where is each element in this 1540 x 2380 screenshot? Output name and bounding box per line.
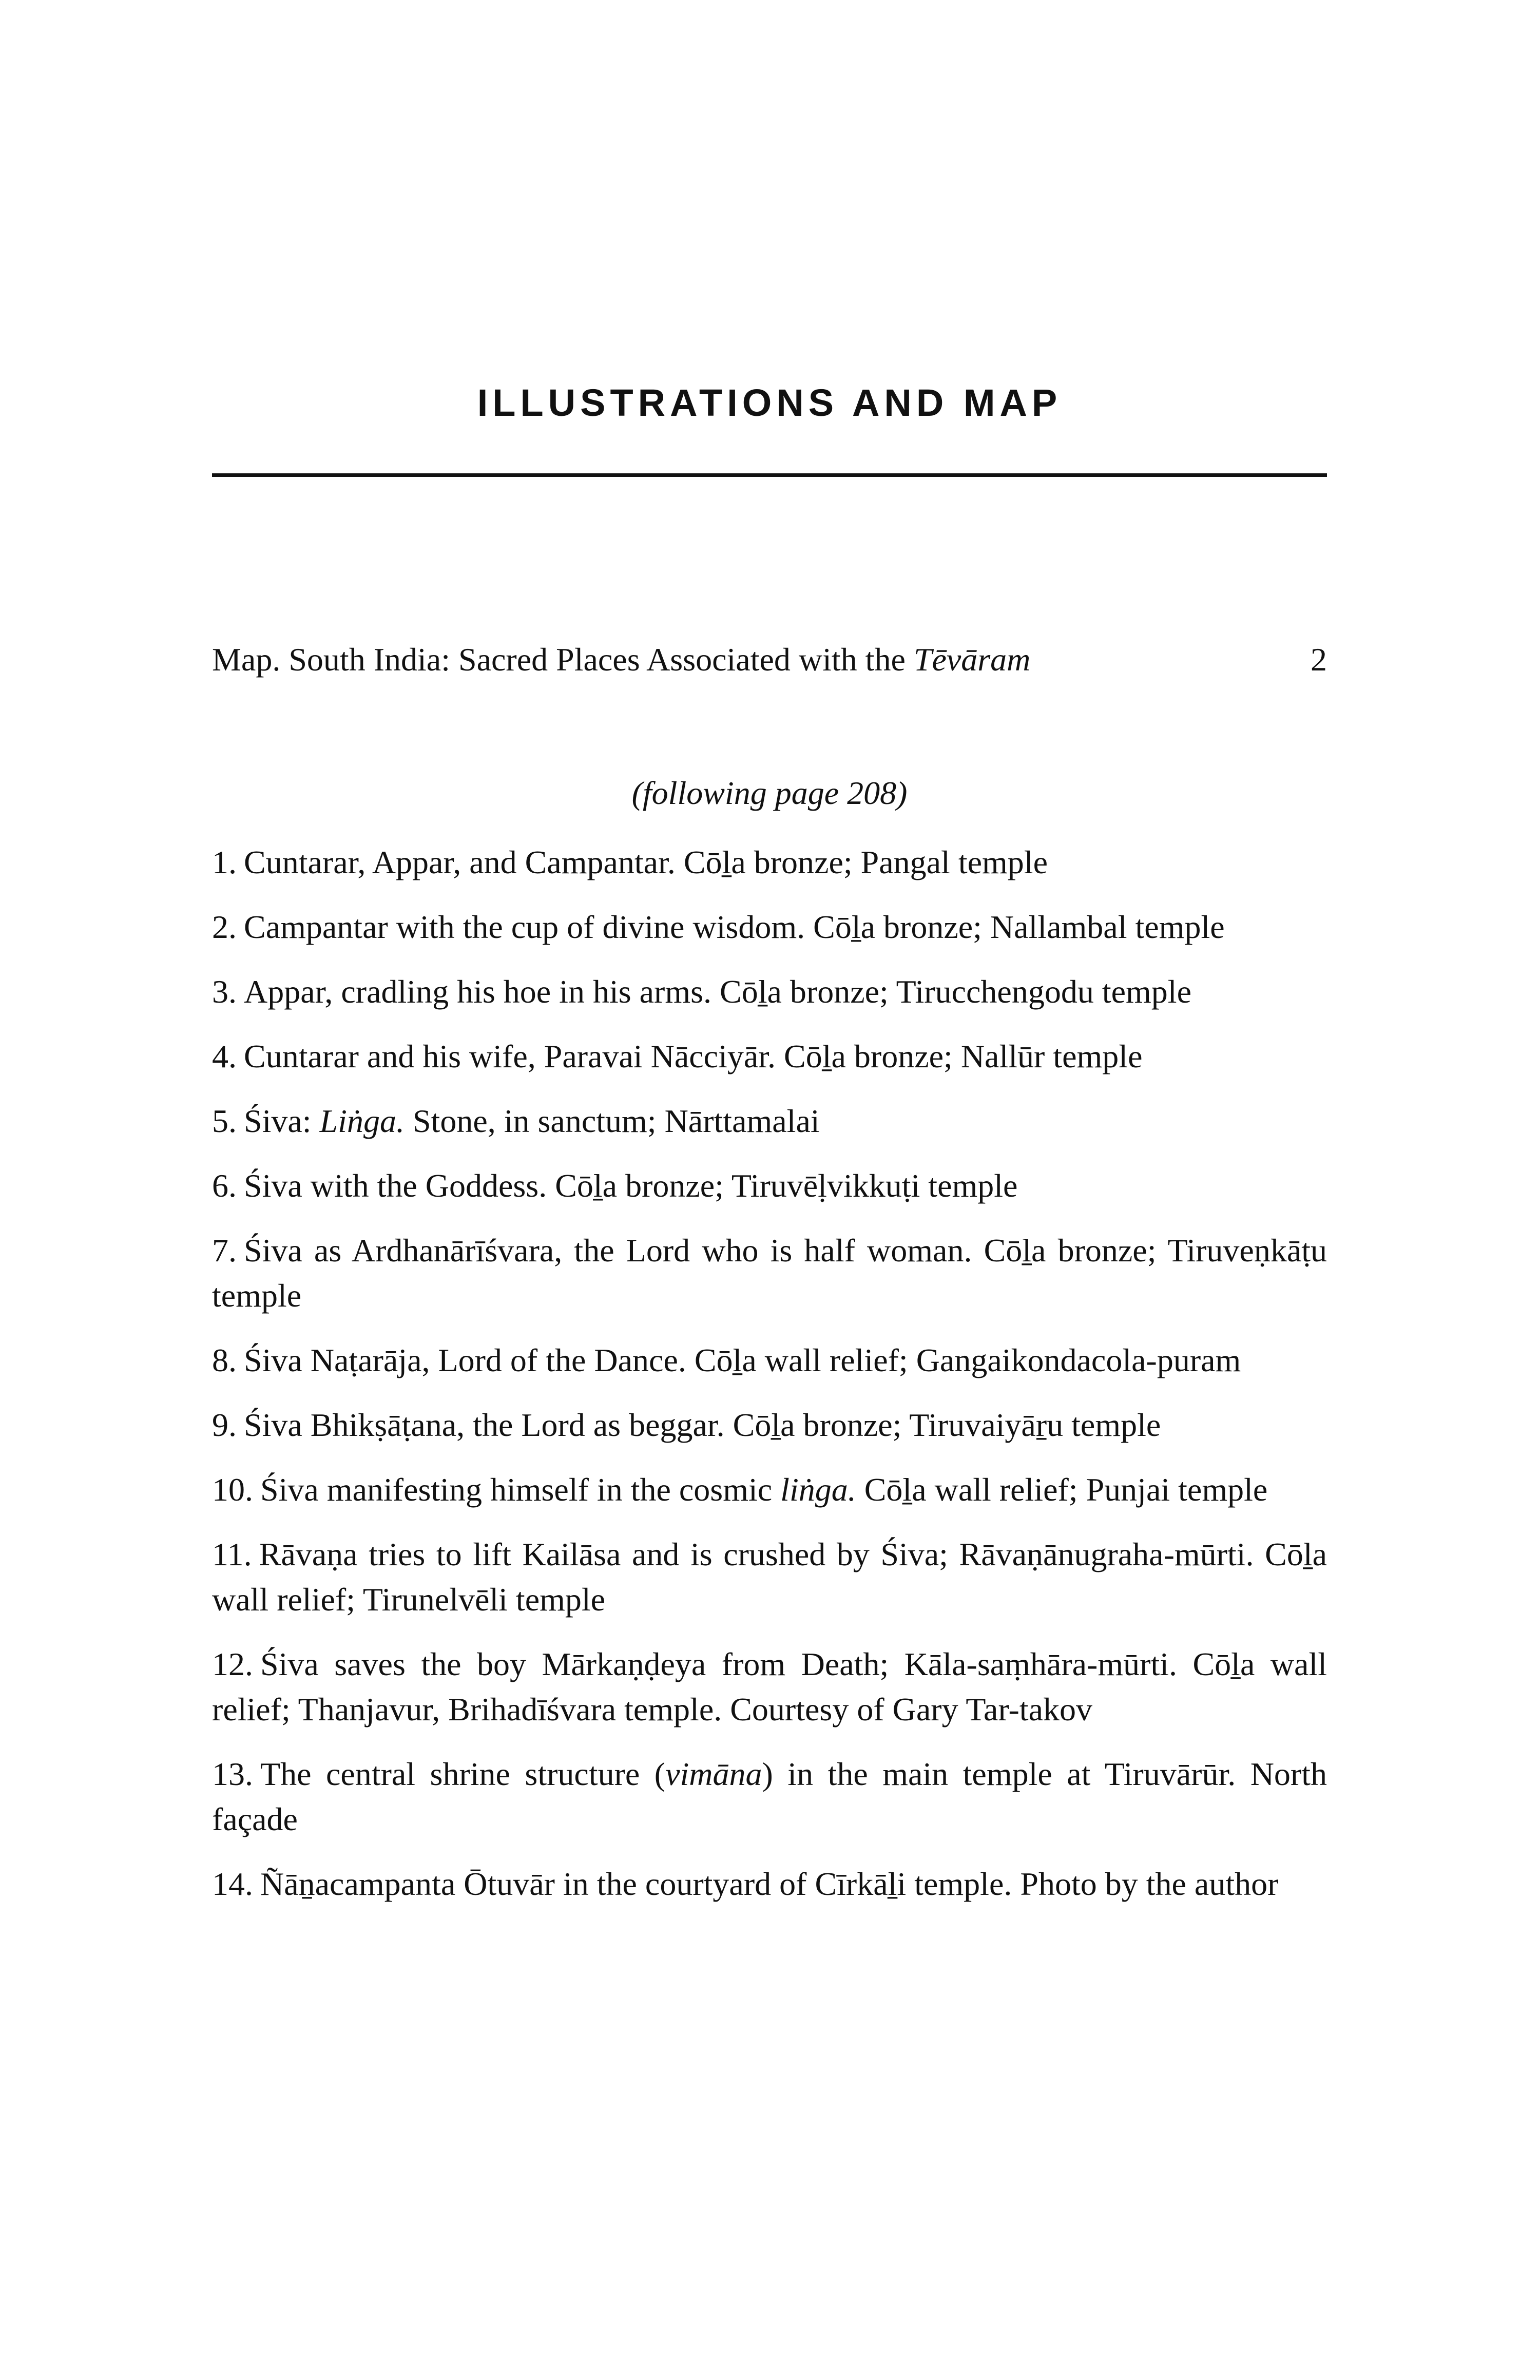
item-text-italic: vimāna	[665, 1756, 762, 1792]
illustration-item	[212, 1752, 1327, 1842]
item-number: 13.	[212, 1756, 253, 1792]
illustration-item	[212, 1099, 1327, 1144]
illustration-item	[212, 1163, 1327, 1208]
map-caption-text: Map. South India: Sacred Places Associated with the	[212, 641, 914, 678]
item-number: 9.	[212, 1407, 237, 1443]
item-number: 4.	[212, 1038, 237, 1074]
item-text-before: Śiva manifesting himself in the cosmic	[260, 1471, 781, 1508]
map-caption	[212, 639, 1030, 680]
item-text: Rāvaṇa tries to lift Kailāsa and is crushed by Śiva; Rāvaṇānugraha-mūrti. Cōḻa wall relief; Tirunelvēli temple	[212, 1536, 1327, 1618]
item-text-italic: Liṅga.	[319, 1103, 405, 1139]
item-number: 14.	[212, 1866, 253, 1902]
illustration-item	[212, 1034, 1327, 1079]
page-heading: ILLUSTRATIONS AND MAP	[477, 381, 1062, 424]
illustration-item	[212, 905, 1327, 950]
item-text-after: Cōḻa wall relief; Punjai temple	[856, 1471, 1268, 1508]
item-text-after: Stone, in sanctum; Nārttamalai	[404, 1103, 820, 1139]
item-text: Śiva with the Goddess. Cōḻa bronze; Tiruvēḷvikkuṭi temple	[244, 1167, 1018, 1204]
illustration-item	[212, 840, 1327, 885]
item-text: Śiva Naṭarāja, Lord of the Dance. Cōḻa wall relief; Gangaikondacola-puram	[244, 1342, 1241, 1378]
illustration-item	[212, 1467, 1327, 1512]
item-number: 6.	[212, 1167, 237, 1204]
item-number: 10.	[212, 1471, 253, 1508]
item-text-after: ) in the main temple at Tiruvārūr. North façade	[212, 1756, 1327, 1837]
item-number: 3.	[212, 973, 237, 1010]
map-page-number: 2	[1311, 641, 1327, 678]
map-entry	[212, 639, 1327, 680]
item-text-italic: liṅga.	[780, 1471, 856, 1508]
illustration-item	[212, 1338, 1327, 1383]
following-page-note: (following page 208)	[631, 775, 908, 811]
illustration-item	[212, 1642, 1327, 1732]
item-text: Ñāṉacampanta Ōtuvār in the courtyard of Cīrkāḻi temple. Photo by the author	[260, 1866, 1279, 1902]
illustration-item	[212, 1403, 1327, 1448]
item-text: Cuntarar, Appar, and Campantar. Cōḻa bronze; Pangal temple	[244, 844, 1048, 880]
item-number: 12.	[212, 1646, 253, 1682]
illustration-item	[212, 1861, 1327, 1907]
item-text: Śiva as Ardhanārīśvara, the Lord who is half woman. Cōḻa bronze; Tiruveṇkāṭu temple	[212, 1232, 1327, 1314]
item-text: Campantar with the cup of divine wisdom. Cōḻa bronze; Nallambal temple	[244, 909, 1225, 945]
item-number: 8.	[212, 1342, 237, 1378]
item-text: Appar, cradling his hoe in his arms. Cōḻa bronze; Tirucchengodu temple	[244, 973, 1191, 1010]
item-number: 11.	[212, 1536, 252, 1572]
illustration-item	[212, 969, 1327, 1014]
illustrations-list	[212, 840, 1327, 1926]
item-number: 7.	[212, 1232, 237, 1269]
item-number: 5.	[212, 1103, 237, 1139]
item-text-before: The central shrine structure (	[260, 1756, 666, 1792]
item-text-before: Śiva:	[244, 1103, 320, 1139]
item-number: 2.	[212, 909, 237, 945]
page	[212, 0, 1327, 2380]
item-text: Cuntarar and his wife, Paravai Nācciyār. Cōḻa bronze; Nallūr temple	[244, 1038, 1143, 1074]
map-caption-title: Tēvāram	[913, 641, 1031, 678]
illustration-item	[212, 1228, 1327, 1318]
item-text: Śiva Bhikṣāṭana, the Lord as beggar. Cōḻa bronze; Tiruvaiyāṟu temple	[244, 1407, 1161, 1443]
item-number: 1.	[212, 844, 237, 880]
illustration-item	[212, 1532, 1327, 1622]
heading-rule	[212, 473, 1327, 477]
item-text: Śiva saves the boy Mārkaṇḍeya from Death; Kāla-saṃhāra-mūrti. Cōḻa wall relief; Thanjavur, Brihadīśvara temple. Courtesy of Gary Tar-takov	[212, 1646, 1327, 1728]
